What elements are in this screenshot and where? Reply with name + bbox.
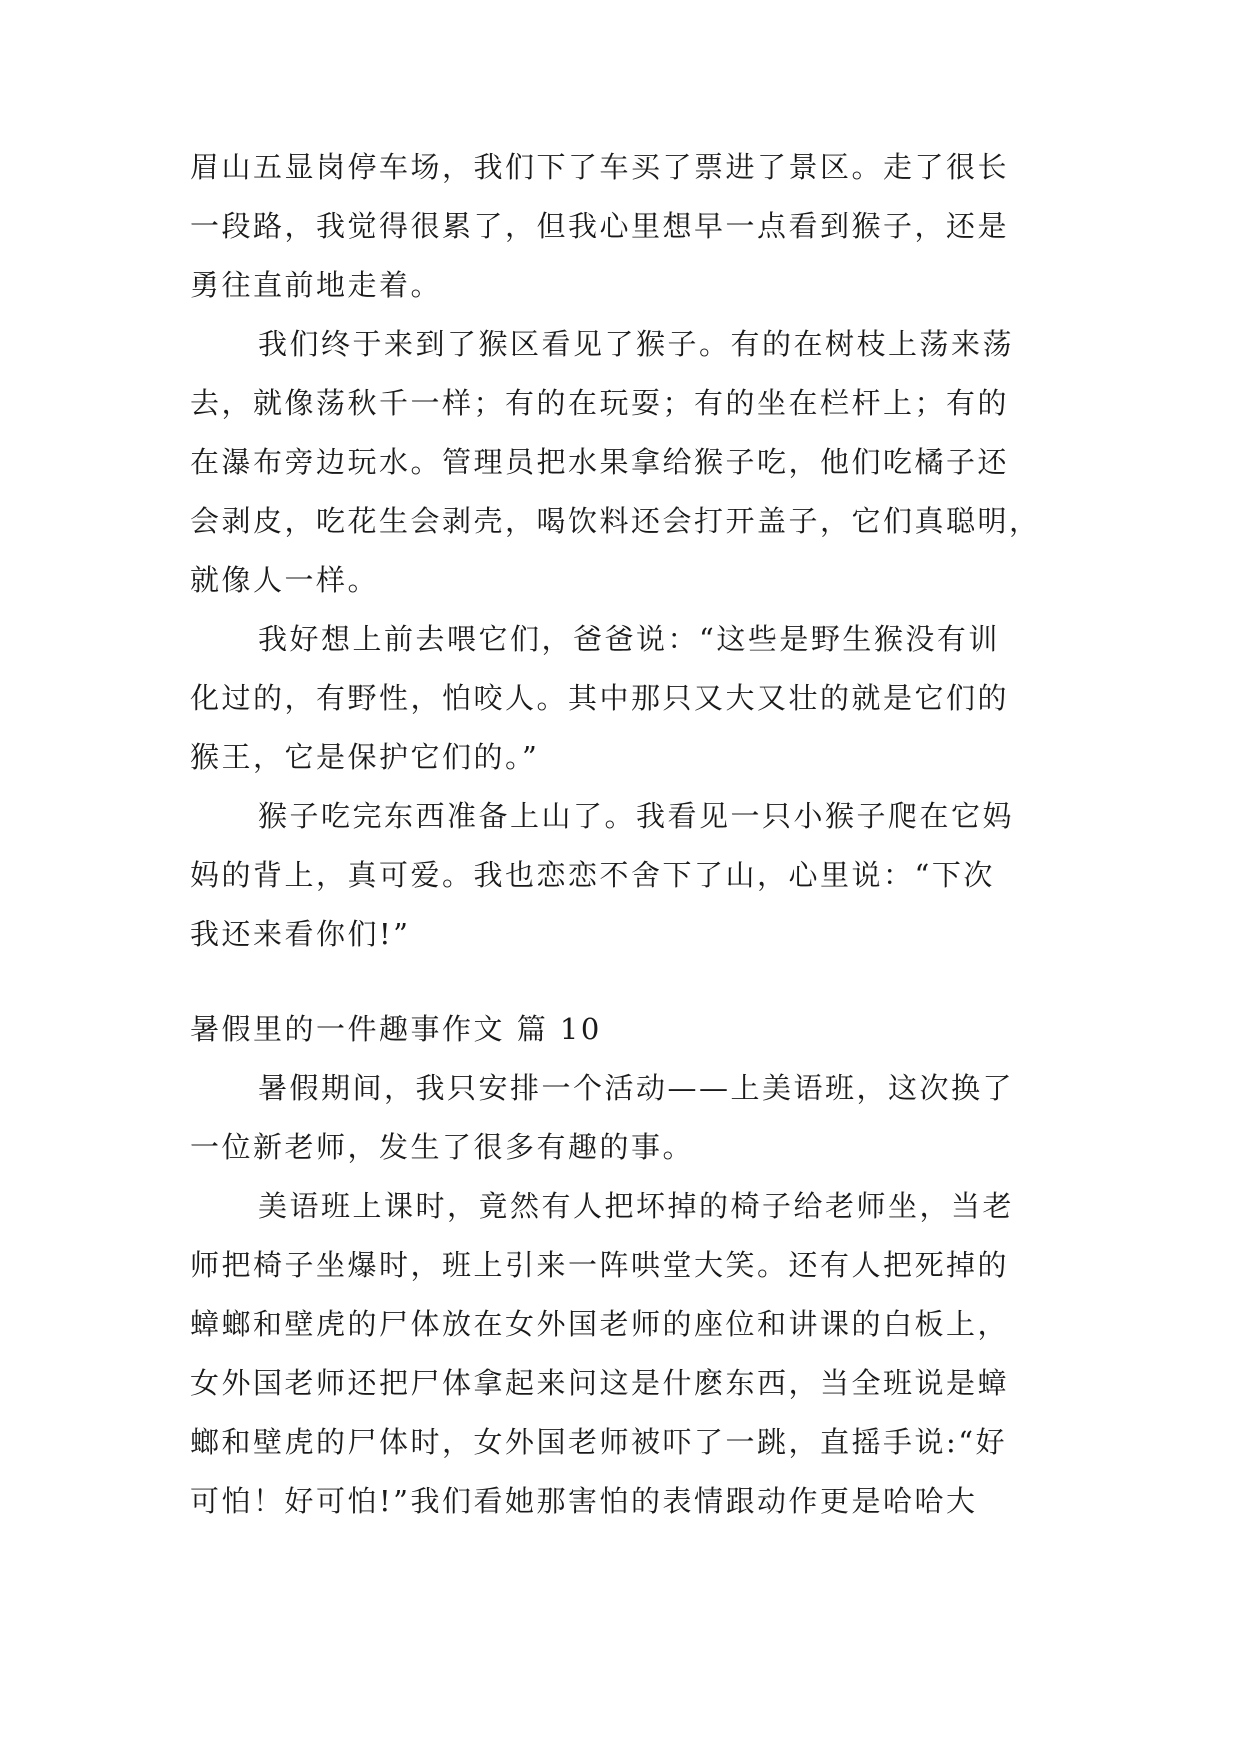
text-line: 暑假期间，我只安排一个活动——上美语班，这次换了: [258, 1071, 1015, 1105]
text-line: 眉山五显岗停车场，我们下了车买了票进了景区。走了很长: [190, 150, 1010, 184]
text-line: 就像人一样。: [190, 563, 380, 597]
text-line: 一位新老师，发生了很多有趣的事。: [190, 1130, 695, 1164]
text-line: 我还来看你们!”: [190, 917, 411, 951]
text-line: 猴王，它是保护它们的。”: [190, 740, 540, 774]
text-line: 猴子吃完东西准备上山了。我看见一只小猴子爬在它妈: [258, 799, 1015, 833]
section-title: 暑假里的一件趣事作文 篇 10: [190, 1012, 602, 1046]
text-line: 去，就像荡秋千一样；有的在玩耍；有的坐在栏杆上；有的: [190, 386, 1010, 420]
text-line: 会剥皮，吃花生会剥壳，喝饮料还会打开盖子，它们真聪明，: [190, 504, 1041, 538]
text-line: 在瀑布旁边玩水。管理员把水果拿给猴子吃，他们吃橘子还: [190, 445, 1010, 479]
text-line: 勇往直前地走着。: [190, 268, 443, 302]
text-line: 美语班上课时，竟然有人把坏掉的椅子给老师坐，当老: [258, 1189, 1015, 1223]
story-continued: [190, 138, 1070, 964]
text-line: 一段路，我觉得很累了，但我心里想早一点看到猴子，还是: [190, 209, 1010, 243]
text-line: 化过的，有野性，怕咬人。其中那只又大又壮的就是它们的: [190, 681, 1010, 715]
text-line: 蟑螂和壁虎的尸体放在女外国老师的座位和讲课的白板上，: [190, 1307, 1010, 1341]
text-line: 妈的背上，真可爱。我也恋恋不舍下了山，心里说：“下次: [190, 858, 995, 892]
text-line: 螂和壁虎的尸体时，女外国老师被吓了一跳，直摇手说:“好: [190, 1425, 1008, 1459]
text-line: 可怕！好可怕!”我们看她那害怕的表情跟动作更是哈哈大: [190, 1484, 978, 1518]
text-line: 师把椅子坐爆时，班上引来一阵哄堂大笑。还有人把死掉的: [190, 1248, 1010, 1282]
essay-section: [190, 1000, 1070, 1531]
text-line: 我们终于来到了猴区看见了猴子。有的在树枝上荡来荡: [258, 327, 1015, 361]
text-line: 女外国老师还把尸体拿起来问这是什麽东西，当全班说是蟑: [190, 1366, 1010, 1400]
text-line: 我好想上前去喂它们，爸爸说：“这些是野生猴没有训: [258, 622, 1000, 656]
